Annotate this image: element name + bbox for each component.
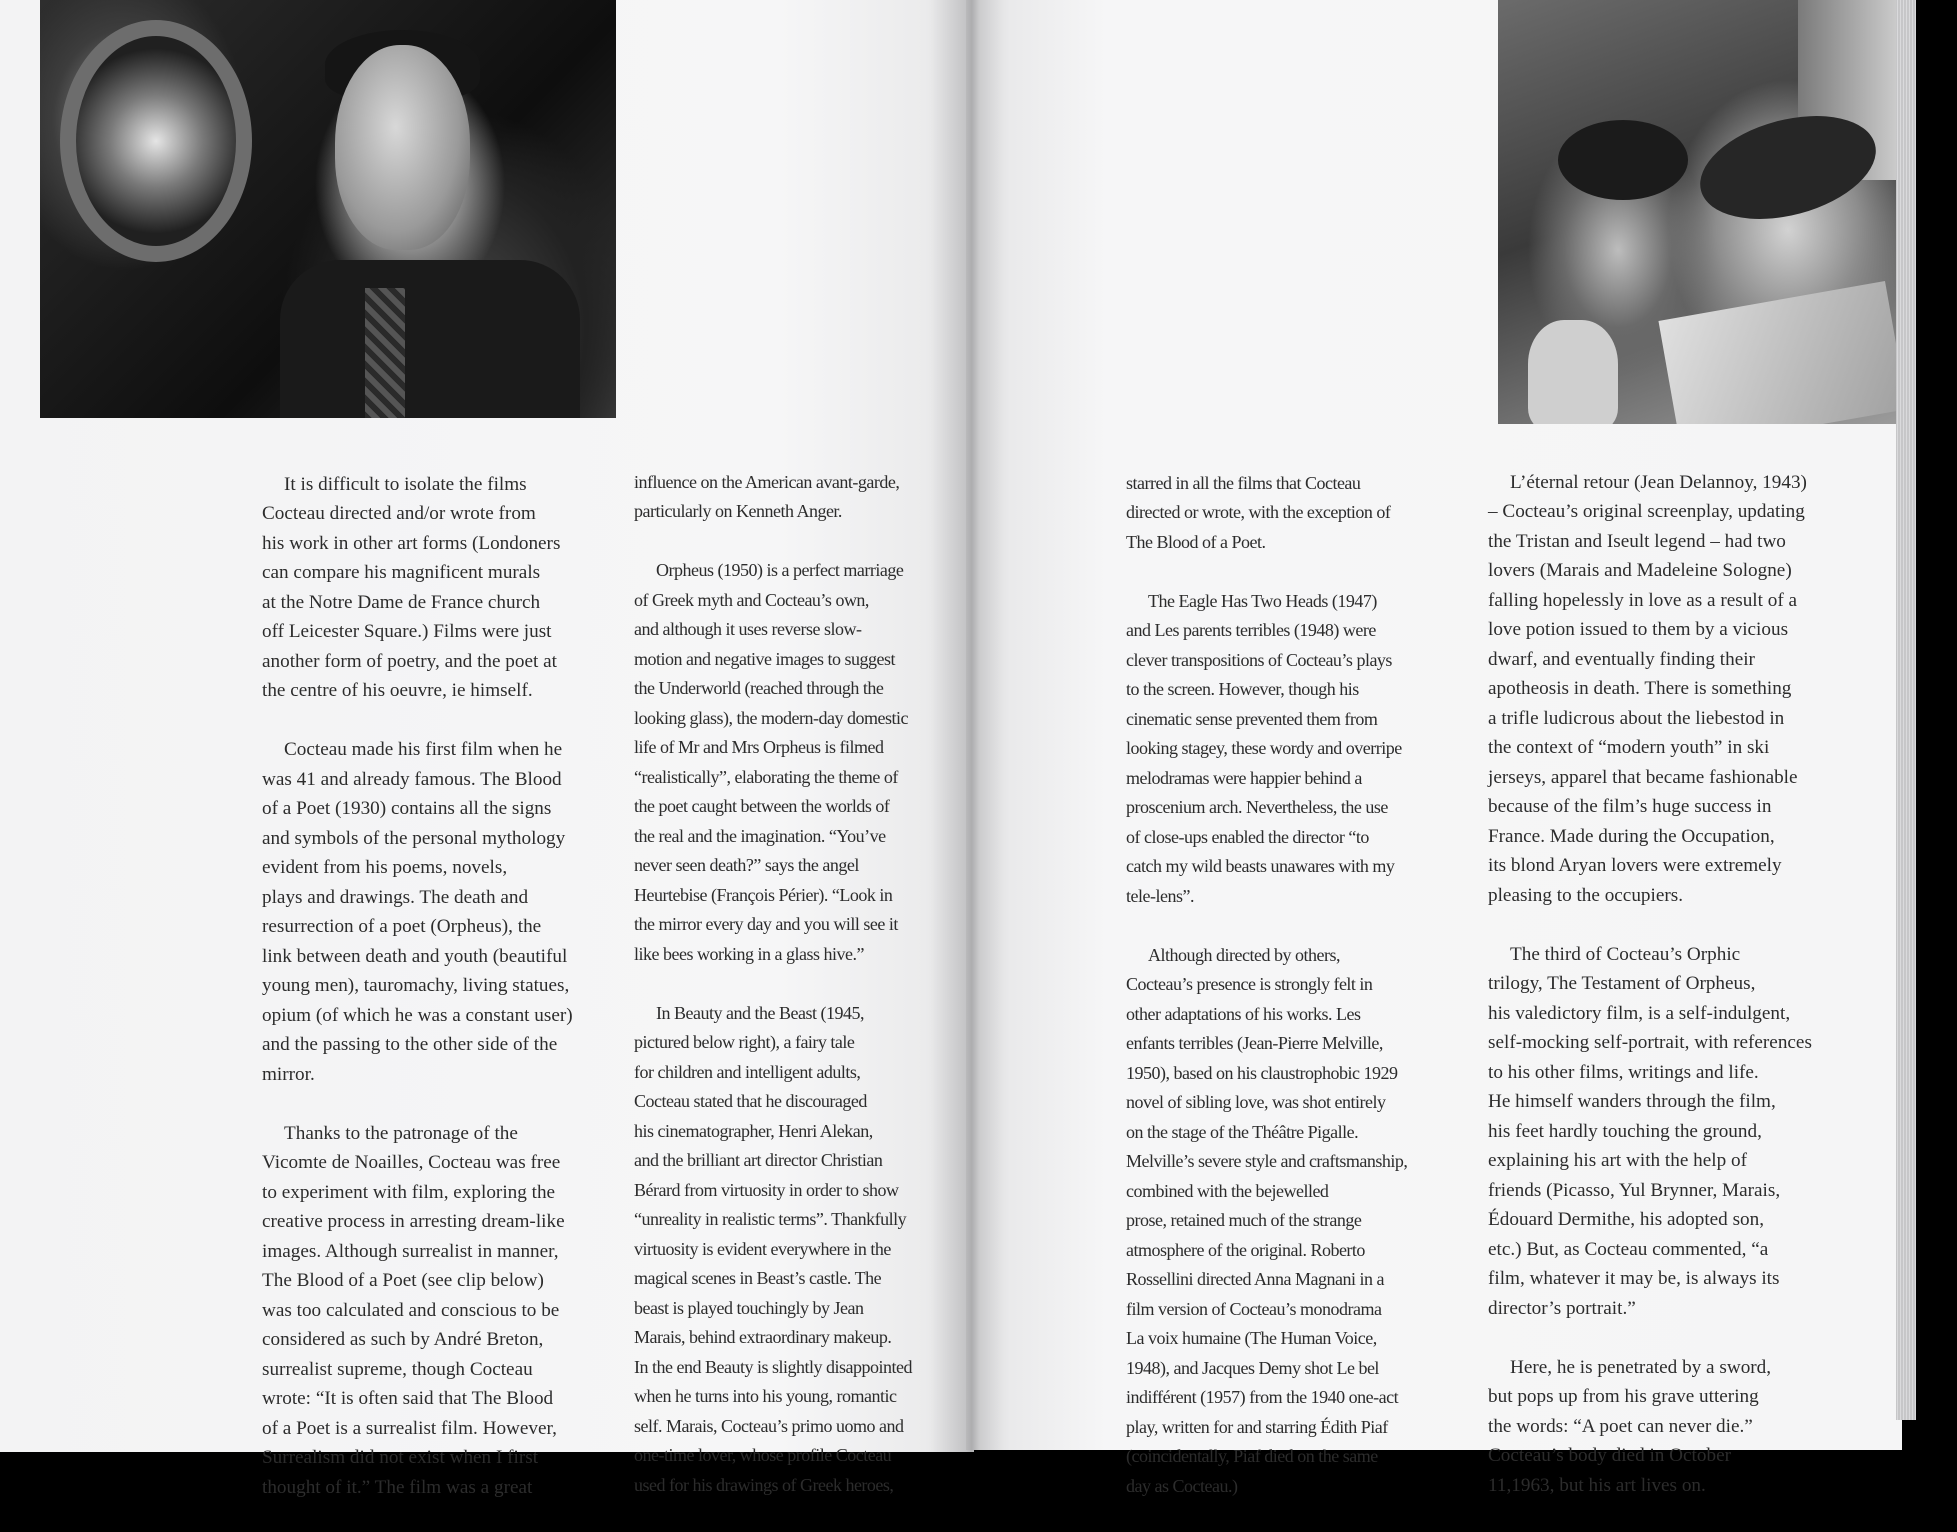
- text-column-4: [1488, 438, 1860, 1530]
- face: [335, 45, 470, 250]
- paragraph: The Eagle Has Two Heads (1947) and Les parents terribles (1948) were clever transpositions of Cocteau’s plays to the screen. However, though his cinematic sense prevented them from looking stagey, these wordy and overripe melodramas were happier behind a proscenium arch. Nevertheless, the use of close-ups enabled the director “to catch my wild beasts unawares with my tele-lens”.: [1126, 590, 1402, 906]
- paragraph: starred in all the films that Cocteau directed or wrote, with the exception of The Blood of a Poet.: [1126, 472, 1391, 552]
- paragraph: It is difficult to isolate the films Cocteau directed and/or wrote from his work in other art forms (Londoners can compare his magnificent murals at the Notre Dame de France church off Leicester Square.) Films were just another form of poetry, and the poet at the centre of his oeuvre, ie himself.: [262, 473, 561, 701]
- film-still-photo: [1498, 0, 1896, 424]
- right-page: [966, 0, 1902, 1496]
- paragraph: Cocteau made his first film when he was 41 and already famous. The Blood of a Poet (1930) contains all the signs and symbols of the personal mythology evident from his poems, novels, plays and drawings. The death and resurrection of a poet (Orpheus), the link between death and youth (beautiful young men), tauromachy, living statues, opium (of which he was a constant user) and the passing to the other side of the mirror.: [262, 739, 573, 1085]
- sweater: [1658, 281, 1896, 424]
- hair: [1558, 120, 1688, 200]
- cocteau-portrait-photo: [40, 0, 616, 418]
- paragraph: Here, he is penetrated by a sword, but pops up from his grave uttering the words: “A poet can never die.” Cocteau’s body died in October 11,1963, but his art lives on.: [1488, 1356, 1772, 1496]
- paragraph: Thanks to the patronage of the Vicomte de Noailles, Cocteau was free to experiment with film, exploring the creative process in arresting dream-like images. Although surrealist in manner, The Blood of a Poet (see clip below) was too calculated and conscious to be considered as such by André Breton, surrealist supreme, though Cocteau wrote: “It is often said that The Blood of a Poet is a surrealist film. However, Surrealism did not exist when I first thought of it.” The film was a great: [262, 1122, 565, 1498]
- text-column-1: [262, 440, 610, 1532]
- paragraph: The third of Cocteau’s Orphic trilogy, The Testament of Orpheus, his valedictory film, is a self-indulgent, self-mocking self-portrait, with references to his other films, writings and life. He himself wanders through the film, his feet hardly touching the ground, explaining his art with the help of friends (Picasso, Yul Brynner, Marais, Édouard Dermithe, his adopted son, etc.) But, as Cocteau commented, “a film, whatever it may be, is always its director’s portrait.”: [1488, 943, 1812, 1319]
- text-column-2: [634, 438, 939, 1530]
- paragraph: influence on the American avant-garde, particularly on Kenneth Anger.: [634, 471, 900, 521]
- film-lamp: [60, 20, 252, 262]
- paragraph: In Beauty and the Beast (1945, pictured below right), a fairy tale for children and intelligent adults, Cocteau stated that he discouraged his cinematographer, Henri Alekan, and the brilliant art director Christian Bérard from virtuosity in order to show “unreality in realistic terms”. Thankfully virtuosity is evident everywhere in the magical scenes in Beast’s castle. The beast is played touchingly by Jean Marais, behind extraordinary makeup. In the end Beauty is slightly disappointed when he turns into his young, romantic self. Marais, Cocteau’s primo uomo and one-time lover, whose profile Cocteau used for his drawings of Greek heroes,: [634, 1002, 912, 1495]
- text-column-3: [1126, 439, 1471, 1531]
- suit: [280, 260, 580, 418]
- hand: [1528, 320, 1618, 424]
- paragraph: Orpheus (1950) is a perfect marriage of Greek myth and Cocteau’s own, and although it uses reverse slow- motion and negative images to suggest the Underworld (reached through the looking glass), the modern-day domestic life of Mr and Mrs Orpheus is filmed “realistically”, elaborating the theme of the poet caught between the worlds of the real and the imagination. “You’ve never seen death?” says the angel Heurtebise (François Périer). “Look in the mirror every day and you will see it like bees working in a glass hive.”: [634, 560, 908, 964]
- paragraph: Although directed by others, Cocteau’s presence is strongly felt in other adaptations of his works. Les enfants terribles (Jean-Pierre Melville, 1950), based on his claustrophobic 1929 novel of sibling love, was shot entirely on the stage of the Théâtre Pigalle. Melville’s severe style and craftsmanship, combined with the bejewelled prose, retained much of the strange atmosphere of the original. Roberto Rossellini directed Anna Magnani in a film version of Cocteau’s monodrama La voix humaine (The Human Voice, 1948), and Jacques Demy shot Le bel indifférent (1957) from the 1940 one-act play, written for and starring Édith Piaf (coincidentally, Piaf died on the same day as Cocteau.): [1126, 944, 1408, 1496]
- tie: [365, 288, 405, 418]
- left-page: [0, 0, 974, 1498]
- paragraph: L’éternal retour (Jean Delannoy, 1943) – Cocteau’s original screenplay, updating the Tristan and Iseult legend – had two lovers (Marais and Madeleine Sologne) falling hopelessly in love as a result of a love potion issued to them by a vicious dwarf, and eventually finding their apotheosis in death. There is something a trifle ludicrous about the liebestod in the context of “modern youth” in ski jerseys, apparel that became fashionable because of the film’s huge success in France. Made during the Occupation, its blond Aryan lovers were extremely pleasing to the occupiers.: [1488, 471, 1807, 906]
- page-edges: [1896, 0, 1916, 1420]
